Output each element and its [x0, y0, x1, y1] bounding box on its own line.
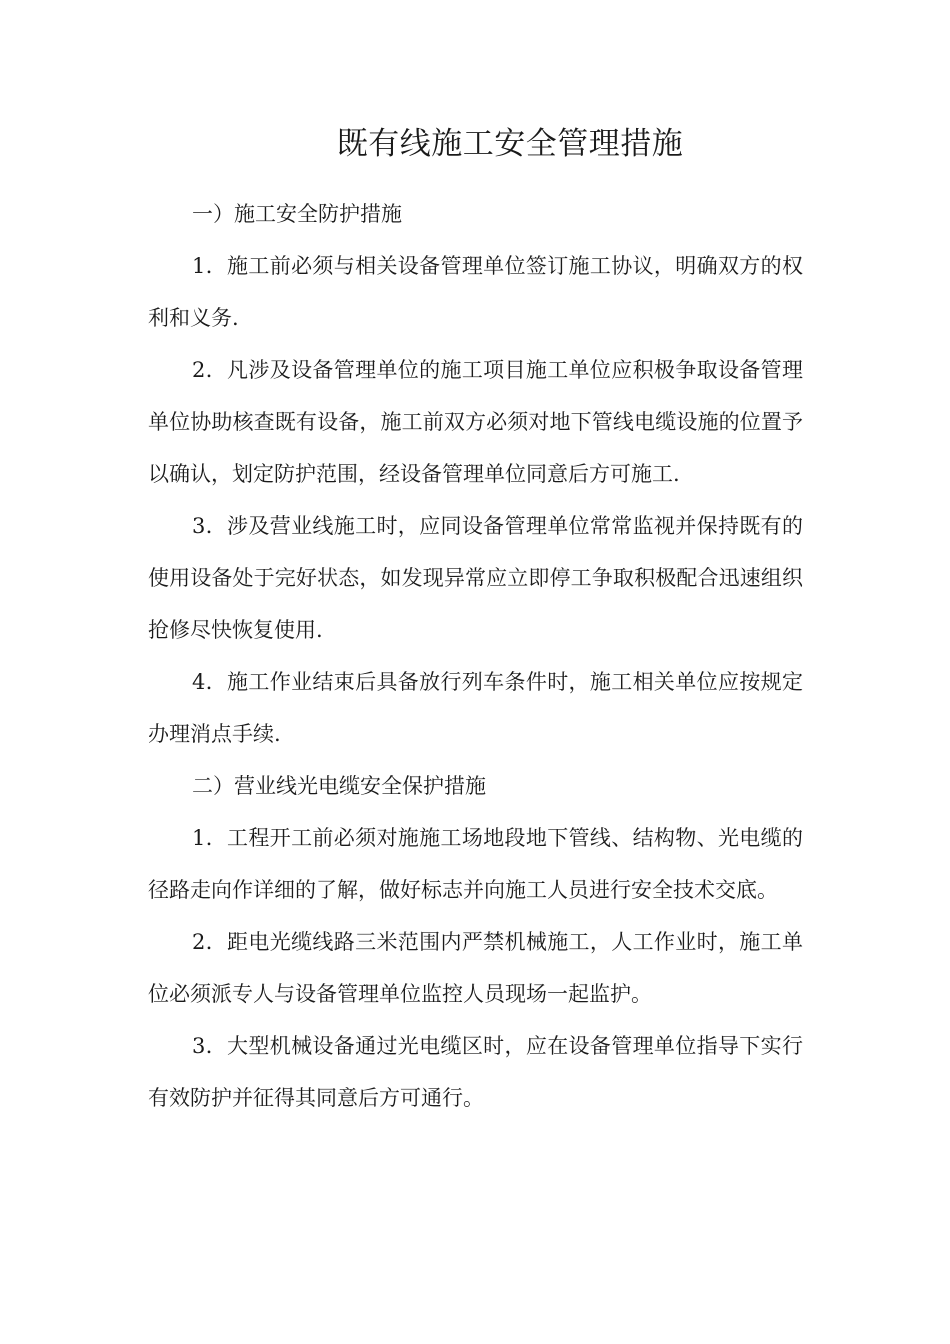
paragraph-2-1: 1．工程开工前必须对施施工场地段地下管线、结构物、光电缆的径路走向作详细的了解，做好标志并向施工人员进行安全技术交底。 [148, 826, 803, 902]
section-heading-1: 一）施工安全防护措施 [192, 202, 402, 226]
document-body [148, 188, 803, 1124]
section-heading-2: 二）营业线光电缆安全保护措施 [192, 774, 486, 798]
paragraph-1-3: 3．涉及营业线施工时，应同设备管理单位常常监视并保持既有的使用设备处于完好状态，如发现异常应立即停工争取积极配合迅速组织抢修尽快恢复使用. [148, 514, 803, 642]
document-title: 既有线施工安全管理措施 [336, 126, 684, 162]
paragraph-2-2: 2．距电光缆线路三米范围内严禁机械施工，人工作业时，施工单位必须派专人与设备管理单位监控人员现场一起监护。 [148, 930, 803, 1006]
paragraph-1-4: 4．施工作业结束后具备放行列车条件时，施工相关单位应按规定办理消点手续. [148, 670, 803, 746]
paragraph-1-2: 2．凡涉及设备管理单位的施工项目施工单位应积极争取设备管理单位协助核查既有设备，施工前双方必须对地下管线电缆设施的位置予以确认，划定防护范围，经设备管理单位同意后方可施工. [148, 358, 803, 486]
paragraph-2-3: 3．大型机械设备通过光电缆区时，应在设备管理单位指导下实行有效防护并征得其同意后方可通行。 [148, 1034, 803, 1110]
paragraph-1-1: 1．施工前必须与相关设备管理单位签订施工协议，明确双方的权利和义务. [148, 254, 803, 330]
